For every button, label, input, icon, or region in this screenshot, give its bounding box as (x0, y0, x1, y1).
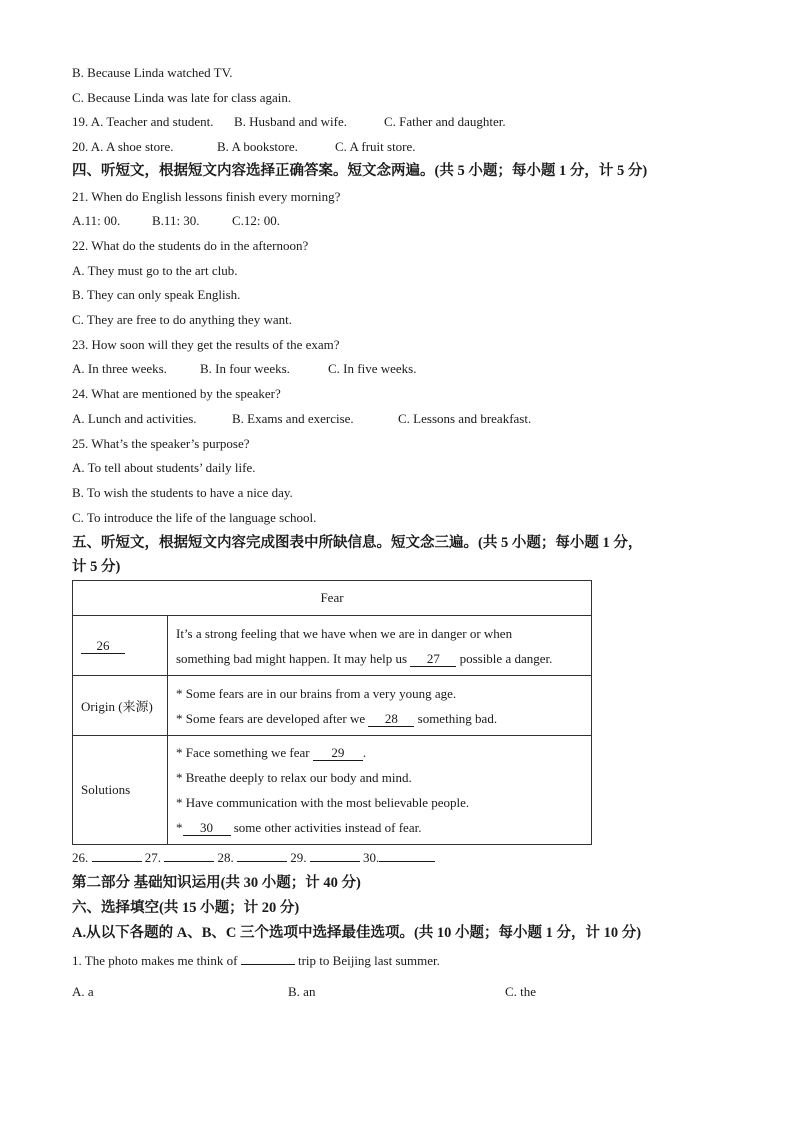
q23-stem: 23. How soon will they get the results of the exam? (72, 337, 340, 352)
q25-option-c: C. To introduce the life of the language school. (72, 510, 317, 525)
fear-row1-text-a: something bad might happen. It may help us (176, 650, 408, 666)
q20-option-b: B. A bookstore. (217, 139, 298, 154)
q20-option-a: 20. A. A shoe store. (72, 139, 174, 154)
blank-27[interactable]: 27 (410, 652, 456, 667)
answer-26-input[interactable] (92, 861, 142, 862)
q1-stem-a: 1. The photo makes me think of (72, 953, 238, 968)
blank-29[interactable]: 29 (313, 746, 363, 761)
fear-row1-line2 (176, 646, 583, 671)
answer-27-input[interactable] (164, 861, 214, 862)
q21-stem: 21. When do English lessons finish every morning? (72, 189, 341, 204)
sectionA-heading: A.从以下各题的 A、B、C 三个选项中选择最佳选项。(共 10 小题；每小题 1 分，计 10 分) (72, 925, 642, 941)
q19-option-b: B. Husband and wife. (234, 114, 348, 129)
fear-row1-line1: It’s a strong feeling that we have when we are in danger or when (176, 625, 513, 641)
answer-29-label: 29. (290, 850, 307, 865)
q1-option-a: A. a (72, 984, 94, 999)
answer-30-label: 30. (363, 850, 380, 865)
fear-row2-text-b: something bad. (417, 710, 498, 726)
fear-row2-text-a: * Some fears are developed after we (176, 710, 366, 726)
q22-option-c: C. They are free to do anything they want. (72, 312, 292, 327)
q23-option-c: C. In five weeks. (328, 361, 417, 376)
section5-heading-line1: 五、听短文，根据短文内容完成图表中所缺信息。短文念三遍。(共 5 小题；每小题 1 分， (72, 535, 643, 551)
answer-29-input[interactable] (310, 861, 360, 862)
q19-option-c: C. Father and daughter. (384, 114, 506, 129)
answer-27-label: 27. (144, 850, 161, 865)
fear-row3-text-b: . (362, 745, 367, 760)
q21-option-b: B.11: 30. (152, 213, 200, 228)
fear-row1-content (168, 616, 592, 676)
blank-28[interactable]: 28 (368, 712, 414, 727)
fear-row2-line1: * Some fears are in our brains from a very young age. (176, 685, 457, 701)
fear-row2-label: Origin (来源) (73, 676, 168, 736)
q1-option-b: B. an (288, 984, 316, 999)
q23-option-b: B. In four weeks. (200, 361, 290, 376)
q24-stem: 24. What are mentioned by the speaker? (72, 386, 281, 401)
q22-option-b: B. They can only speak English. (72, 287, 241, 302)
fear-row3-line3: * Have communication with the most believable people. (176, 795, 470, 810)
q21-option-a: A.11: 00. (72, 213, 121, 228)
q23-options (72, 360, 416, 378)
blank-30[interactable]: 30 (183, 821, 231, 836)
q21-option-c: C.12: 00. (232, 213, 281, 228)
section4-heading: 四、听短文，根据短文内容选择正确答案。短文念两遍。(共 5 小题；每小题 1 分，计 5 分) (72, 163, 648, 179)
answer-30-input[interactable] (379, 861, 435, 862)
q25-option-a: A. To tell about students’ daily life. (72, 460, 256, 475)
q19-options (72, 113, 506, 131)
q18-option-b: B. Because Linda watched TV. (72, 65, 233, 80)
q21-options (72, 212, 280, 230)
q24-option-c: C. Lessons and breakfast. (398, 411, 532, 426)
blank-26[interactable]: 26 (81, 639, 125, 654)
answer-blanks (72, 850, 435, 866)
section5-heading-line2: 计 5 分) (72, 559, 121, 575)
answer-28-input[interactable] (237, 861, 287, 862)
fear-table (72, 580, 592, 845)
q24-option-b: B. Exams and exercise. (232, 411, 354, 426)
q1-stem (72, 952, 440, 970)
q24-options (72, 410, 531, 428)
q25-stem: 25. What’s the speaker’s purpose? (72, 436, 250, 451)
q1-option-c: C. the (505, 984, 537, 999)
q20-options (72, 138, 416, 156)
fear-row3-content (168, 736, 592, 845)
q24-option-a: A. Lunch and activities. (72, 411, 197, 426)
section6-heading: 六、选择填空(共 15 小题；计 20 分) (72, 900, 300, 916)
q25-option-b: B. To wish the students to have a nice day. (72, 485, 293, 500)
fear-row3-line1 (176, 740, 583, 765)
q22-option-a: A. They must go to the art club. (72, 263, 238, 278)
fear-row2-line2 (176, 706, 583, 731)
q1-blank[interactable] (241, 964, 295, 965)
q23-option-a: A. In three weeks. (72, 361, 167, 376)
fear-table-title: Fear (73, 581, 592, 616)
q19-option-a: 19. A. Teacher and student. (72, 114, 214, 129)
q20-option-c: C. A fruit store. (335, 139, 416, 154)
fear-row3-line4 (176, 815, 583, 840)
fear-row3-label: Solutions (73, 736, 168, 845)
part2-heading: 第二部分 基础知识运用(共 30 小题；计 40 分) (72, 875, 361, 891)
fear-row3-text-c: some other activities instead of fear. (233, 820, 422, 835)
fear-row2-content (168, 676, 592, 736)
q1-stem-b: trip to Beijing last summer. (297, 953, 440, 968)
answer-26-label: 26. (72, 850, 89, 865)
q22-stem: 22. What do the students do in the afternoon? (72, 238, 309, 253)
fear-row3-line2: * Breathe deeply to relax our body and mind. (176, 770, 412, 785)
q1-options (72, 983, 536, 1001)
q18-option-c: C. Because Linda was late for class again. (72, 90, 292, 105)
fear-row1-text-b: possible a danger. (459, 650, 553, 666)
fear-row1-label (73, 616, 168, 676)
fear-row3-text-a: * Face something we fear (176, 745, 310, 760)
answer-28-label: 28. (217, 850, 234, 865)
fear-row3-star: * (176, 820, 183, 835)
